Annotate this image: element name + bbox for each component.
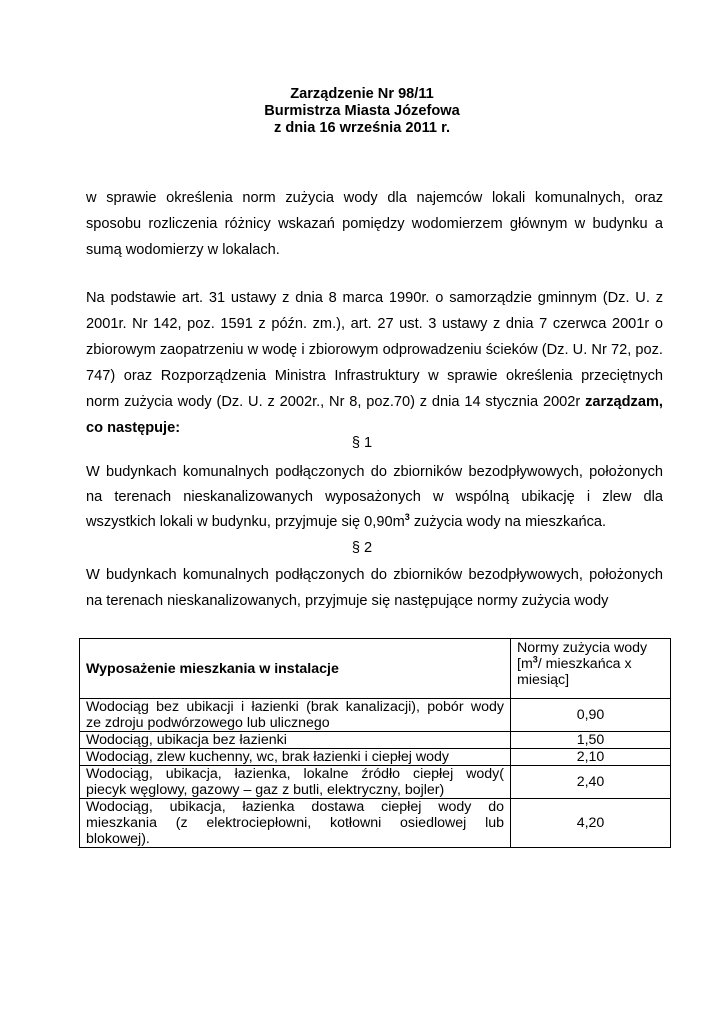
row-value: 2,40: [511, 766, 671, 799]
header-norms-line: Normy zużycia wody: [517, 640, 648, 656]
row-description-line: Wodociąg bez ubikacji i łazienki (brak kanalizacji), pobór wody: [86, 699, 504, 715]
row-description-line: Wodociąg, ubikacja, łazienka, lokalne źródło ciepłej wody(: [86, 766, 504, 782]
subject-line: sposobu rozliczenia różnicy wskazań pomiędzy wodomierzem głównym w budynku a: [86, 216, 663, 232]
header-norms-text: / mieszkańca x: [537, 656, 632, 672]
section-mark-2: § 2: [351, 540, 373, 556]
row-description-line: ze zdroju podwórzowego lub ulicznego: [86, 715, 330, 731]
row-description: [80, 766, 511, 799]
superscript: 3: [404, 512, 410, 523]
basis-line: [86, 389, 663, 415]
section-1-text: zużycia wody na mieszkańca.: [409, 514, 607, 530]
row-value: 2,10: [511, 749, 671, 766]
basis-line: Na podstawie art. 31 ustawy z dnia 8 marca 1990r. o samorządzie gminnym (Dz. U. z: [86, 290, 663, 306]
basis-line-text: norm zużycia wody (Dz. U. z 2002r., Nr 8, poz.70) z dnia 14 stycznia 2002r: [86, 394, 581, 410]
table-row: [80, 799, 671, 848]
basis-line: 747) oraz Rozporządzenia Ministra Infrastruktury w sprawie określenia przeciętnych: [86, 368, 663, 384]
water-norms-table: [79, 638, 671, 848]
row-description: Wodociąg, zlew kuchenny, wc, brak łazienki i ciepłej wody: [80, 749, 511, 766]
header-equipment: Wyposażenie mieszkania w instalacje: [80, 639, 511, 699]
table-header-row: [80, 639, 671, 699]
header-norms-line: miesiąc]: [517, 672, 570, 688]
ordinance-title: Zarządzenie Nr 98/11: [290, 86, 434, 102]
row-description-line: blokowej).: [86, 831, 150, 847]
issuer: Burmistrza Miasta Józefowa: [264, 103, 460, 119]
table-row: [80, 732, 671, 749]
header-norms-text: [m: [517, 656, 533, 672]
row-value: 0,90: [511, 699, 671, 732]
basis-line-bold: zarządzam,: [585, 394, 663, 410]
section-1-text: wszystkich lokali w budynku, przyjmuje się 0,90m: [86, 514, 405, 530]
document-header: [0, 86, 724, 137]
section-2-paragraph: [86, 562, 663, 614]
section-2-line: na terenach nieskanalizowanych, przyjmuje się następujące normy zużycia wody: [86, 593, 609, 609]
section-1-line: na terenach nieskanalizowanych wyposażonych w wspólną ubikację i zlew dla: [86, 489, 663, 505]
row-description: [80, 799, 511, 848]
section-2-line: W budynkach komunalnych podłączonych do zbiorników bezodpływowych, położonych: [86, 567, 663, 583]
subject-line: sumą wodomierzy w lokalach.: [86, 242, 280, 258]
section-1-line: [86, 510, 663, 535]
section-1-paragraph: [86, 460, 663, 535]
row-description: [80, 699, 511, 732]
table-row: [80, 699, 671, 732]
section-mark-1: § 1: [351, 435, 373, 451]
header-norms: [511, 639, 671, 699]
row-value: 4,20: [511, 799, 671, 848]
subject-paragraph: [86, 185, 663, 263]
row-description-line: Wodociąg, ubikacja, łazienka dostawa ciepłej wody do: [86, 799, 504, 815]
section-1-line: W budynkach komunalnych podłączonych do zbiorników bezodpływowych, położonych: [86, 464, 663, 480]
issue-date: z dnia 16 września 2011 r.: [273, 120, 451, 136]
subject-line: w sprawie określenia norm zużycia wody dla najemców lokali komunalnych, oraz: [86, 190, 663, 206]
superscript: 3: [532, 654, 538, 665]
legal-basis-paragraph: [86, 285, 663, 441]
table-row: [80, 766, 671, 799]
row-description: Wodociąg, ubikacja bez łazienki: [80, 732, 511, 749]
basis-line: zbiorowym zaopatrzeniu w wodę i zbiorowym odprowadzeniu ścieków (Dz. U. Nr 72, poz.: [86, 342, 663, 358]
row-value: 1,50: [511, 732, 671, 749]
row-description-line: piecyk węglowy, gazowy – gaz z butli, elektryczny, bojler): [86, 782, 445, 798]
row-description-line: mieszkania (z elektrociepłowni, kotłowni osiedlowej lub: [86, 815, 504, 831]
table-row: [80, 749, 671, 766]
basis-line: 2001r. Nr 142, poz. 1591 z późn. zm.), art. 27 ust. 3 ustawy z dnia 7 czerwca 2001r o: [86, 316, 663, 332]
header-norms-line: [517, 656, 664, 672]
basis-conclusion: co następuje:: [86, 420, 181, 436]
